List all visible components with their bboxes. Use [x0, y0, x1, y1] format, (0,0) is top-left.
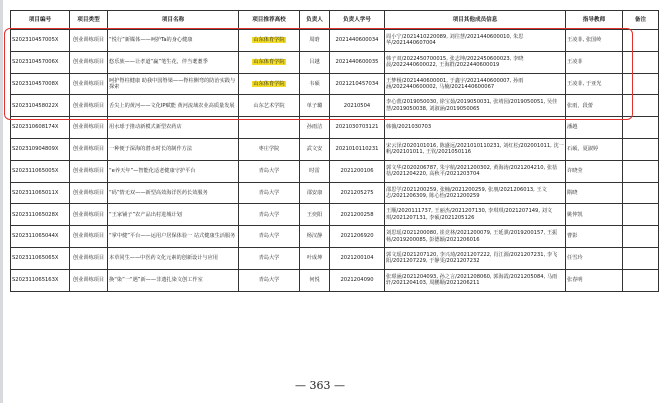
project-type-cell: 创业训练项目	[70, 160, 108, 182]
project-type-cell: 创业训练项目	[70, 117, 108, 139]
college-cell: 山东艺术学院	[239, 95, 300, 117]
remark-cell	[623, 204, 659, 226]
student-id-cell: 2021010110231	[330, 138, 385, 160]
remark-cell	[623, 226, 659, 248]
college-highlight: 山东体育学院	[253, 80, 285, 87]
members-cell: 李心蕾/2019050030, 徐宝茹/2019050031, 张靖园/2019050051, 吴佳慧/2019050038, 刘淑涵/2019050065	[385, 95, 566, 117]
header-remark: 备注	[623, 11, 659, 30]
project-name-cell: “e养天年”—智能化适老健康守护平台	[108, 160, 239, 182]
members-cell: 韩薇/2021030703	[385, 117, 566, 139]
advisor-cell: 王凌菲, 于亚光	[566, 73, 623, 95]
page-edge	[0, 0, 3, 403]
advisor-cell: 张春明	[566, 269, 623, 291]
project-type-cell: 创业训练项目	[70, 182, 108, 204]
advisor-cell: 许晓莹	[566, 160, 623, 182]
project-number-cell: S202310904809X	[11, 138, 70, 160]
project-number-cell: S202311065163X	[11, 269, 70, 291]
leader-cell: 时雷	[300, 160, 330, 182]
remark-cell	[623, 247, 659, 269]
leader-cell: 单子璐	[300, 95, 330, 117]
leader-cell: 武文安	[300, 138, 330, 160]
student-id-cell: 2021205275	[330, 182, 385, 204]
project-number-cell: S202311065011X	[11, 182, 70, 204]
project-type-cell: 创业训练项目	[70, 95, 108, 117]
leader-cell: 何悦	[300, 269, 330, 291]
project-type-cell: 创业训练项目	[70, 51, 108, 73]
header-advisor: 指导教师	[566, 11, 623, 30]
student-id-cell: 2021206920	[330, 226, 385, 248]
project-name-cell: 悠乐族——让孝道“赢”笔生花，伴当耄耋季	[108, 51, 239, 73]
header-college: 项目推荐高校	[239, 11, 300, 30]
project-number-cell: S202310457008X	[11, 73, 70, 95]
college-cell: 青岛大学	[239, 160, 300, 182]
members-cell: 郭文华/2020206787, 朱宇航/2021200302, 黄海涛/2021204210, 张蓓蓓/2021204220, 高秋平/2021203704	[385, 160, 566, 182]
leader-cell: 周晗	[300, 30, 330, 52]
college-highlight: 山东体育学院	[253, 37, 285, 44]
header-members: 项目其他成员信息	[385, 11, 566, 30]
table-row	[11, 138, 659, 160]
table-row	[11, 182, 659, 204]
header-project-name: 项目名称	[108, 11, 239, 30]
project-type-cell: 创业训练项目	[70, 138, 108, 160]
members-cell: 郭文瑶/2021207120, 李兴琦/2021207222, 肖江源/2021207231, 李飞阳/2021207229, 于静雯/2021207232	[385, 247, 566, 269]
project-name-cell: “悦行”新媒体——呵护Ta的身心健康	[108, 30, 239, 52]
project-name-cell: “码”情无双——新型高效海洋医药长效服务	[108, 182, 239, 204]
project-type-cell: 创业训练项目	[70, 73, 108, 95]
project-number-cell: S202311065044X	[11, 226, 70, 248]
header-leader: 负责人	[300, 11, 330, 30]
student-id-cell: 2021204090	[330, 269, 385, 291]
header-project-number: 项目编号	[11, 11, 70, 30]
student-id-cell: 2021200258	[330, 204, 385, 226]
project-name-cell: 呵护脊柱健康 助我中国脊梁——脊柱侧弯的防治实践与探索	[108, 73, 239, 95]
remark-cell	[623, 182, 659, 204]
advisor-cell: 隋晓	[566, 182, 623, 204]
project-number-cell: S202310608174X	[11, 117, 70, 139]
project-name-cell: 舌尖上的黄河——文化IP赋能 黄河流域农业高质量发展	[108, 95, 239, 117]
project-number-cell: S202310457005X	[11, 30, 70, 52]
advisor-cell: 姚仲凯	[566, 204, 623, 226]
members-cell: 宋云泽/2020101016, 陈盛远/2021010110231, 刘红松/202001011, 沈一帆/202101011, 王钦/2021050116	[385, 138, 566, 160]
project-name-cell: “掌中健”平台——运用户居保体验一 站式健康生活服务	[108, 226, 239, 248]
project-number-cell: S202310458022X	[11, 95, 70, 117]
members-cell: 王梦杨/2021440600001, 于鑫宇/2021440600007, 孙雨涵/2022440600002, 马楠/2021440600067	[385, 73, 566, 95]
remark-cell	[623, 138, 659, 160]
advisor-cell: 任雪玲	[566, 247, 623, 269]
remark-cell	[623, 117, 659, 139]
college-cell: 青岛大学	[239, 204, 300, 226]
project-name-cell: 换“染”一“遇”新——非遗扎染文创工作室	[108, 269, 239, 291]
remark-cell	[623, 269, 659, 291]
leader-cell: 吕越	[300, 51, 330, 73]
college-cell: 青岛大学	[239, 182, 300, 204]
leader-cell: 杨汉静	[300, 226, 330, 248]
student-id-cell: 2021030703121	[330, 117, 385, 139]
table-row	[11, 247, 659, 269]
advisor-cell: 曹影	[566, 226, 623, 248]
header-project-type: 项目类型	[70, 11, 108, 30]
project-name-cell: 用水球于推动新模式新型农药店	[108, 117, 239, 139]
college-cell: 青岛大学	[239, 226, 300, 248]
table-row	[11, 269, 659, 291]
advisor-cell: 张雨，段蕾	[566, 95, 623, 117]
members-cell: 张璟涵/2021204093, 孙之言/2021208060, 郭海霞/2021205084, 马雨轩/2021204103, 周鹏顺/2021206211	[385, 269, 566, 291]
college-cell: 枣庄学院	[239, 138, 300, 160]
project-type-cell: 创业训练项目	[70, 247, 108, 269]
project-type-cell: 创业训练项目	[70, 30, 108, 52]
project-number-cell: S202311065005X	[11, 160, 70, 182]
project-type-cell: 创业训练项目	[70, 226, 108, 248]
leader-cell: 韦硕	[300, 73, 330, 95]
project-number-cell: S202311065065X	[11, 247, 70, 269]
project-name-cell: 本草同生——中医药文化元素的创新设计与应用	[108, 247, 239, 269]
page-number: — 363 —	[295, 379, 345, 392]
members-cell: 周小宁/2021410220089, 刘往慧/2021440600010, 朱思华/2021440607004	[385, 30, 566, 52]
advisor-cell: 石硕，夏淑婷	[566, 138, 623, 160]
remark-cell	[623, 160, 659, 182]
college-cell: 青岛大学	[239, 269, 300, 291]
leader-cell: 孙雨洁	[300, 117, 330, 139]
college-highlight: 山东体育学院	[253, 58, 285, 65]
members-cell: 王顺/2020111737, 王丽杰/2021207130, 李琪琪/2021207149, 刘文琪/2021207131, 李硕/2021205126	[385, 204, 566, 226]
student-id-cell: 2021210457034	[330, 73, 385, 95]
advisor-cell: 潘越	[566, 117, 623, 139]
leader-cell: 王奕阳	[300, 204, 330, 226]
project-name-cell: “王家铺子”农产品出村进城计划	[108, 204, 239, 226]
project-number-cell: S202310457006X	[11, 51, 70, 73]
advisor-cell: 王凌菲	[566, 51, 623, 73]
table-row	[11, 160, 659, 182]
table-row	[11, 204, 659, 226]
college-cell: 青岛大学	[239, 247, 300, 269]
header-student-id: 负责人学号	[330, 11, 385, 30]
project-number-cell: S202311065028X	[11, 204, 70, 226]
student-id-cell: 2021440600035	[330, 51, 385, 73]
highlight-box	[4, 28, 633, 120]
student-id-cell: 2021200104	[330, 247, 385, 269]
leader-cell: 叶成坤	[300, 247, 330, 269]
student-id-cell: 2021440600034	[330, 30, 385, 52]
table-row	[11, 226, 659, 248]
advisor-cell: 王凌菲, 张国岭	[566, 30, 623, 52]
project-type-cell: 创业训练项目	[70, 204, 108, 226]
members-cell: 邵思学/2021200259, 张楠/2021200259, 张朋/2021206013, 王文志/2021206309, 陈心怡/2021200259	[385, 182, 566, 204]
project-type-cell: 创业训练项目	[70, 269, 108, 291]
student-id-cell: 2021200106	[330, 160, 385, 182]
header-row	[11, 11, 659, 30]
student-id-cell: 20210504	[330, 95, 385, 117]
members-cell: 韩子双/2022450700015, 张志坤/2022450600023, 李晓晨/2022440600022, 王海群/2022440600019	[385, 51, 566, 73]
members-cell: 刘思瑶/2021200080, 崔竞林/2021200079, 王延骐/2019200157, 王振杨/2019200085, 彭德颖/2021206016	[385, 226, 566, 248]
project-name-cell: 一种便于深海的潜水时长的制作方法	[108, 138, 239, 160]
leader-cell: 邵安康	[300, 182, 330, 204]
